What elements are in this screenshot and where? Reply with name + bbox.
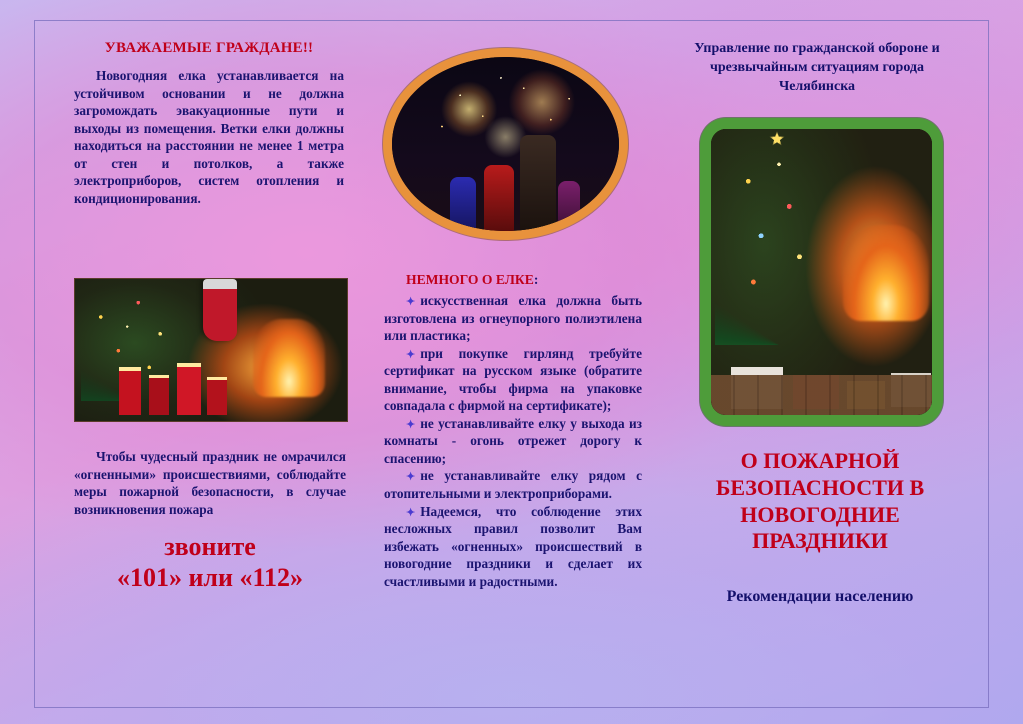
- diamond-bullet-icon: ✦: [406, 348, 416, 361]
- left-bottom-block: [74, 448, 346, 594]
- crowd-figure: [520, 135, 556, 231]
- left-closing-paragraph: Чтобы чудесный праздник не омрачился «огненными» происшествиями, соблюдайте меры пожарной безопасности, в случае возникновения пожара: [74, 449, 346, 517]
- diamond-bullet-icon: ✦: [406, 296, 416, 308]
- left-heading: УВАЖАЕМЫЕ ГРАЖДАНЕ!!: [104, 40, 314, 56]
- middle-section-heading: [384, 272, 642, 288]
- list-item: [384, 415, 642, 468]
- page-subtitle: Рекомендации населению: [726, 588, 914, 605]
- list-item: [384, 345, 642, 415]
- fireworks-crowd-photo: [383, 48, 628, 240]
- candles-icon: [119, 359, 239, 417]
- list-item-text: искусственная елка должна быть изготовлена из огнеупорного полиэтилена или пластика;: [384, 293, 642, 344]
- diamond-bullet-icon: ✦: [406, 471, 416, 484]
- diamond-bullet-icon: ✦: [406, 418, 416, 431]
- page-title: О ПОЖАРНОЙ БЕЗОПАСНОСТИ В НОВОГОДНИЕ ПРАЗДНИКИ: [715, 448, 925, 554]
- stocking-icon: [203, 279, 237, 341]
- christmas-tree-icon: [715, 135, 843, 345]
- left-paragraph: Новогодняя елка устанавливается на устойчивом основании и не должна загромождать эвакуационные пути и выходы из помещения. Ветки елки должны находиться на расстоянии не менее 1 метра от стен и потолков, а также электроприборов, систем отопления и кондиционирования.: [74, 68, 344, 206]
- fireplace-flame-icon: [843, 225, 929, 321]
- middle-column: [384, 272, 642, 590]
- right-column: [672, 40, 962, 97]
- crowd-figure: [484, 165, 514, 231]
- christmas-tree-stocking-fireplace-photo: [74, 278, 348, 422]
- crowd-figure: [558, 181, 580, 231]
- wooden-floor: [711, 375, 932, 415]
- list-item-text: не устанавливайте елку рядом с отопительными и электроприборами.: [384, 468, 642, 502]
- christmas-tree-gifts-fireplace-photo: [700, 118, 943, 426]
- list-item: [384, 467, 642, 502]
- emergency-call-label: звоните: [164, 532, 256, 562]
- fireplace-flame-icon: [253, 319, 325, 397]
- crowd-figure: [450, 177, 476, 231]
- list-item-text: не устанавливайте елку у выхода из комнаты - огонь отрежет дорогу к спасению;: [384, 415, 642, 466]
- list-item: [384, 503, 642, 591]
- organization-title: Управление по гражданской обороне и чрезвычайным ситуациям города Челябинска: [694, 41, 940, 94]
- left-column: [74, 40, 344, 207]
- middle-bullet-list: [384, 292, 642, 590]
- list-item: [384, 292, 642, 345]
- list-item-text: Надеемся, что соблюдение этих несложных правил позволит Вам избежать «огненных» происшествий в новогодние праздники и сделает их счастливыми и радостными.: [384, 503, 642, 589]
- emergency-numbers: «101» или «112»: [116, 562, 304, 592]
- diamond-bullet-icon: ✦: [406, 506, 416, 519]
- middle-section-heading-colon: :: [533, 272, 539, 287]
- middle-section-heading-text: НЕМНОГО О ЕЛКЕ: [406, 272, 534, 287]
- list-item-text: при покупке гирлянд требуйте сертификат на русском языке (обратите внимание, чтобы фирма на упаковке совпадала с фирмой на сертификате);: [384, 345, 642, 414]
